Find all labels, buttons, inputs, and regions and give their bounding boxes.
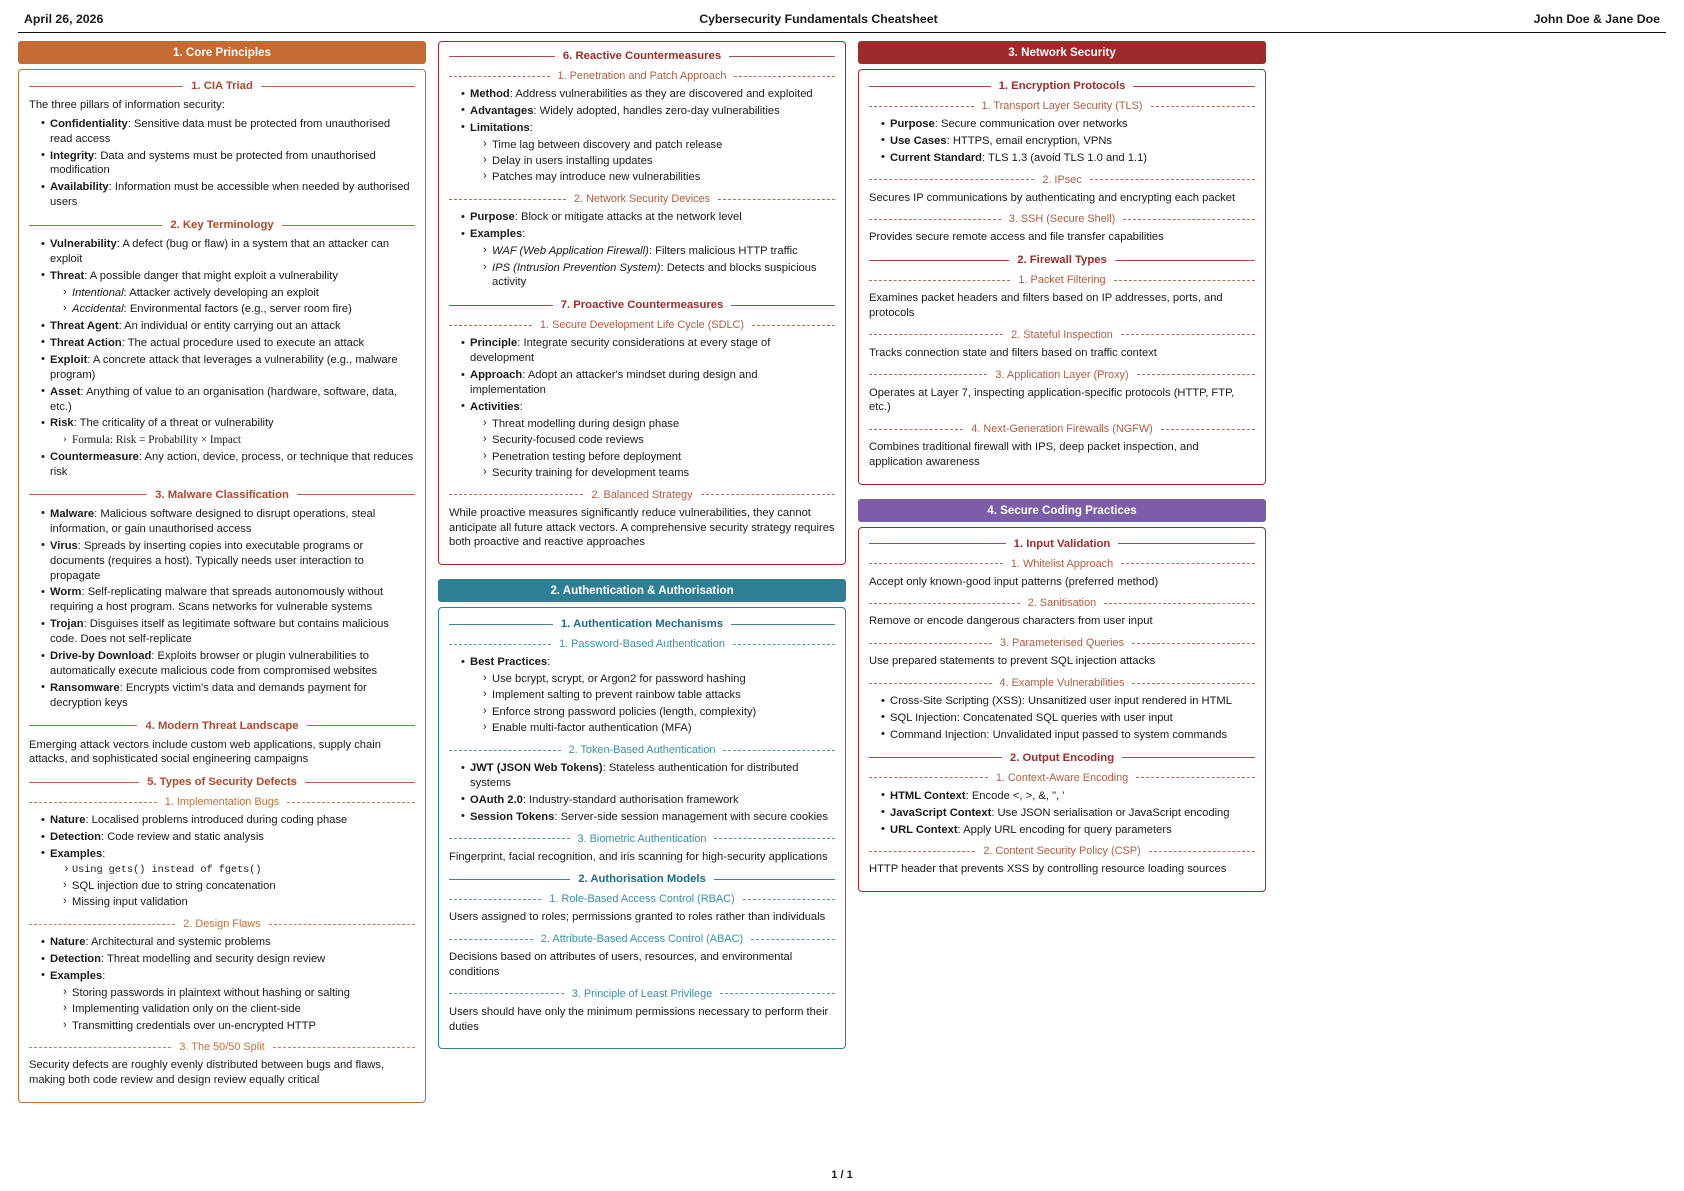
page-footer: 1 / 1: [831, 1169, 853, 1181]
list-item: • Examples: › Storing passwords in plaintext without hashing or salting › Implementing validation only on the client-side › Transmitting credentials over un-encrypted HTTP: [41, 969, 415, 1034]
section-title-network-security: 3. Network Security: [858, 41, 1266, 64]
implementation-bugs-list: [29, 813, 415, 910]
list-item: • Threat Action: The actual procedure used to execute an attack: [41, 336, 415, 351]
heading-implementation-bugs: 1. Implementation Bugs: [29, 796, 415, 808]
heading-ngfw: 4. Next-Generation Firewalls (NGFW): [869, 423, 1255, 435]
context-encoding-list: [869, 789, 1255, 838]
heading-balanced-strategy: 2. Balanced Strategy: [449, 489, 835, 501]
list-item: • Integrity: Data and systems must be protected from unauthorised modification: [41, 149, 415, 179]
password-practices: [470, 672, 835, 736]
list-item: › Missing input validation: [63, 895, 415, 910]
heading-ssh: 3. SSH (Secure Shell): [869, 213, 1255, 225]
heading-authorisation-models: 2. Authorisation Models: [449, 873, 835, 885]
cia-intro: The three pillars of information security:: [29, 99, 225, 111]
section-reactive-countermeasures: [438, 41, 846, 565]
heading-encryption-protocols: 1. Encryption Protocols: [869, 80, 1255, 92]
heading-fifty-fifty-split: 3. The 50/50 Split: [29, 1041, 415, 1053]
list-item: › Time lag between discovery and patch release: [483, 138, 835, 153]
list-item: • Nature: Localised problems introduced during coding phase: [41, 813, 415, 828]
implementation-examples: [50, 864, 415, 910]
fifty-fifty-text: Security defects are roughly evenly distributed between bugs and flaws, making both code review and design review equally critical: [29, 1059, 385, 1087]
list-item: • Session Tokens: Server-side session management with secure cookies: [461, 810, 835, 825]
cia-list: [29, 117, 415, 210]
example-vulnerabilities-list: [869, 694, 1255, 743]
patch-list: [449, 87, 835, 185]
list-item: • Limitations: › Time lag between discovery and patch release › Delay in users installing updates › Patches may introduce new vulnerabilities: [461, 121, 835, 186]
list-item: • Exploit: A concrete attack that leverages a vulnerability (e.g., malware program): [41, 353, 415, 383]
proxy-text: Operates at Layer 7, inspecting application-specific protocols (HTTP, FTP, etc.): [869, 386, 1235, 414]
abac-text: Decisions based on attributes of users, resources, and environmental conditions: [449, 951, 793, 979]
section-title-secure-coding: 4. Secure Coding Practices: [858, 499, 1266, 522]
heading-parameterised-queries: 3. Parameterised Queries: [869, 637, 1255, 649]
sdlc-list: [449, 336, 835, 481]
section-network-security: [858, 41, 1266, 485]
list-item: › Implement salting to prevent rainbow table attacks: [483, 688, 835, 703]
list-item: • URL Context: Apply URL encoding for query parameters: [881, 823, 1255, 838]
list-item: › Enforce strong password policies (length, complexity): [483, 705, 835, 720]
page-header: [18, 10, 1666, 33]
heading-security-defects: 5. Types of Security Defects: [29, 776, 415, 788]
stateful-text: Tracks connection state and filters based on traffic context: [869, 346, 1157, 359]
list-item: › Implementing validation only on the client-side: [63, 1002, 415, 1017]
csp-text: HTTP header that prevents XSS by controlling resource loading sources: [869, 863, 1227, 876]
heading-authentication-mechanisms: 1. Authentication Mechanisms: [449, 618, 835, 630]
heading-key-terminology: 2. Key Terminology: [29, 219, 415, 231]
section-secure-coding: [858, 499, 1266, 892]
list-item: › Transmitting credentials over un-encrypted HTTP: [63, 1019, 415, 1034]
biometric-text: Fingerprint, facial recognition, and iris scanning for high-security applications: [449, 850, 828, 863]
section-body-reactive: [438, 41, 846, 565]
list-item: • Use Cases: HTTPS, email encryption, VPNs: [881, 134, 1255, 149]
packet-filtering-text: Examines packet headers and filters based on IP addresses, ports, and protocols: [869, 292, 1223, 320]
design-examples: [50, 986, 415, 1034]
list-item: • Worm: Self-replicating malware that spreads autonomously without requiring a host program. Scans networks for vulnerable systems: [41, 585, 415, 615]
list-item: › Security-focused code reviews: [483, 433, 835, 448]
sanitisation-text: Remove or encode dangerous characters from user input: [869, 615, 1153, 628]
list-item: • Asset: Anything of value to an organisation (hardware, software, data, etc.): [41, 385, 415, 415]
list-item: › WAF (Web Application Firewall): Filters malicious HTTP traffic: [483, 244, 835, 259]
list-item: • Method: Address vulnerabilities as they are discovered and exploited: [461, 87, 835, 102]
list-item: • Examples: › Using gets() instead of fgets() › SQL injection due to string concatenation › Missing input validation: [41, 847, 415, 910]
list-item: • Cross-Site Scripting (XSS): Unsanitized user input rendered in HTML: [881, 694, 1255, 709]
heading-rbac: 1. Role-Based Access Control (RBAC): [449, 893, 835, 905]
list-item: • Best Practices: › Use bcrypt, scrypt, or Argon2 for password hashing › Implement salting to prevent rainbow table attacks › Enforce strong password policies (length, complexity) › Enable multi-factor authentication (MFA): [461, 655, 835, 736]
rbac-text: Users assigned to roles; permissions granted to roles rather than individuals: [449, 911, 826, 924]
patch-limitations: [470, 138, 835, 186]
heading-ipsec: 2. IPsec: [869, 174, 1255, 186]
list-item: • Countermeasure: Any action, device, process, or technique that reduces risk: [41, 450, 415, 480]
devices-examples: [470, 244, 835, 290]
column-right: [858, 41, 1266, 904]
sdlc-activities: [470, 417, 835, 481]
terminology-list: [29, 237, 415, 480]
ngfw-text: Combines traditional firewall with IPS, deep packet inspection, and application awareness: [869, 441, 1199, 468]
section-body-network-security: [858, 69, 1266, 485]
list-item: • OAuth 2.0: Industry-standard authorisation framework: [461, 793, 835, 808]
malware-list: [29, 507, 415, 711]
list-item: › Security training for development teams: [483, 466, 835, 481]
list-item: • Virus: Spreads by inserting copies into executable programs or documents (requires a host). Typically needs user interaction to propagate: [41, 539, 415, 584]
heading-design-flaws: 2. Design Flaws: [29, 918, 415, 930]
list-item: • Detection: Threat modelling and security design review: [41, 952, 415, 967]
list-item: • JavaScript Context: Use JSON serialisation or JavaScript encoding: [881, 806, 1255, 821]
heading-application-layer-proxy: 3. Application Layer (Proxy): [869, 369, 1255, 381]
list-item: › Threat modelling during design phase: [483, 417, 835, 432]
section-authentication: [438, 579, 846, 1049]
section-title-authentication: 2. Authentication & Authorisation: [438, 579, 846, 602]
balanced-strategy-text: While proactive measures significantly reduce vulnerabilities, they cannot anticipate all future attack vectors. A comprehensive security strategy requires both proactive and reactive approaches: [449, 506, 835, 549]
list-item: • Threat: A possible danger that might exploit a vulnerability › Intentional: Attacker actively developing an exploit › Accidental: Environmental factors (e.g., server room fire): [41, 269, 415, 317]
list-item: › Formula: Risk = Probability × Impact: [63, 433, 415, 448]
heading-malware-classification: 3. Malware Classification: [29, 489, 415, 501]
list-item: › Using gets() instead of fgets(): [63, 864, 415, 878]
heading-tls: 1. Transport Layer Security (TLS): [869, 100, 1255, 112]
heading-biometric-authentication: 3. Biometric Authentication: [449, 833, 835, 845]
threat-sub-list: [50, 286, 415, 317]
heading-context-aware-encoding: 1. Context-Aware Encoding: [869, 772, 1255, 784]
list-item: › Use bcrypt, scrypt, or Argon2 for password hashing: [483, 672, 835, 687]
heading-token-authentication: 2. Token-Based Authentication: [449, 744, 835, 756]
page-title: Cybersecurity Fundamentals Cheatsheet: [699, 12, 938, 26]
tls-list: [869, 117, 1255, 166]
list-item: • Advantages: Widely adopted, handles zero-day vulnerabilities: [461, 104, 835, 119]
heading-reactive-countermeasures: 6. Reactive Countermeasures: [449, 50, 835, 62]
section-body-authentication: [438, 607, 846, 1049]
list-item: › SQL injection due to string concatenation: [63, 879, 415, 894]
whitelist-text: Accept only known-good input patterns (preferred method): [869, 575, 1159, 588]
list-item: • Availability: Information must be accessible when needed by authorised users: [41, 180, 415, 210]
devices-list: [449, 210, 835, 290]
list-item: • Malware: Malicious software designed to disrupt operations, steal information, or gain unauthorised access: [41, 507, 415, 537]
list-item: • Activities: › Threat modelling during design phase › Security-focused code reviews › Penetration testing before deployment › Security training for development teams: [461, 400, 835, 481]
heading-example-vulnerabilities: 4. Example Vulnerabilities: [869, 677, 1255, 689]
heading-packet-filtering: 1. Packet Filtering: [869, 274, 1255, 286]
list-item: • Drive-by Download: Exploits browser or plugin vulnerabilities to automatically execute malicious code from compromised websites: [41, 649, 415, 679]
list-item: • Trojan: Disguises itself as legitimate software but contains malicious code. Does not self-replicate: [41, 617, 415, 647]
section-body-core-principles: [18, 69, 426, 1103]
heading-input-validation: 1. Input Validation: [869, 538, 1255, 550]
heading-content-security-policy: 2. Content Security Policy (CSP): [869, 845, 1255, 857]
columns-layout: [18, 41, 1666, 1115]
list-item: • Principle: Integrate security considerations at every stage of development: [461, 336, 835, 366]
heading-sdlc: 1. Secure Development Life Cycle (SDLC): [449, 319, 835, 331]
heading-penetration-and-patch: 1. Penetration and Patch Approach: [449, 70, 835, 82]
heading-abac: 2. Attribute-Based Access Control (ABAC): [449, 933, 835, 945]
header-authors: John Doe & Jane Doe: [1533, 12, 1660, 26]
list-item: › Patches may introduce new vulnerabilities: [483, 170, 835, 185]
list-item: • Risk: The criticality of a threat or vulnerability › Formula: Risk = Probability × Impact: [41, 416, 415, 448]
heading-proactive-countermeasures: 7. Proactive Countermeasures: [449, 299, 835, 311]
list-item: › Enable multi-factor authentication (MFA): [483, 721, 835, 736]
least-privilege-text: Users should have only the minimum permissions necessary to perform their duties: [449, 1005, 829, 1033]
list-item: • HTML Context: Encode <, >, &, ", ': [881, 789, 1255, 804]
risk-sub-list: [50, 433, 415, 448]
header-date: April 26, 2026: [24, 12, 104, 26]
list-item: • Purpose: Secure communication over networks: [881, 117, 1255, 132]
section-body-secure-coding: [858, 527, 1266, 892]
list-item: • Detection: Code review and static analysis: [41, 830, 415, 845]
list-item: • Current Standard: TLS 1.3 (avoid TLS 1.0 and 1.1): [881, 151, 1255, 166]
column-middle: [438, 41, 846, 1061]
list-item: • Approach: Adopt an attacker's mindset during design and implementation: [461, 368, 835, 398]
heading-output-encoding: 2. Output Encoding: [869, 752, 1255, 764]
list-item: • Command Injection: Unvalidated input passed to system commands: [881, 728, 1255, 743]
section-core-principles: [18, 41, 426, 1103]
heading-firewall-types: 2. Firewall Types: [869, 254, 1255, 266]
list-item: • Threat Agent: An individual or entity carrying out an attack: [41, 319, 415, 334]
design-flaws-list: [29, 935, 415, 1033]
password-practices-list: [449, 655, 835, 736]
heading-least-privilege: 3. Principle of Least Privilege: [449, 988, 835, 1000]
list-item: • SQL Injection: Concatenated SQL queries with user input: [881, 711, 1255, 726]
list-item: › Delay in users installing updates: [483, 154, 835, 169]
list-item: › IPS (Intrusion Prevention System): Detects and blocks suspicious activity: [483, 261, 835, 291]
token-list: [449, 761, 835, 825]
list-item: • JWT (JSON Web Tokens): Stateless authentication for distributed systems: [461, 761, 835, 791]
ipsec-text: Secures IP communications by authenticating and encrypting each packet: [869, 191, 1236, 204]
heading-whitelist-approach: 1. Whitelist Approach: [869, 558, 1255, 570]
heading-network-security-devices: 2. Network Security Devices: [449, 193, 835, 205]
heading-stateful-inspection: 2. Stateful Inspection: [869, 329, 1255, 341]
list-item: • Confidentiality: Sensitive data must be protected from unauthorised read access: [41, 117, 415, 147]
heading-modern-threat-landscape: 4. Modern Threat Landscape: [29, 720, 415, 732]
list-item: › Penetration testing before deployment: [483, 450, 835, 465]
parameterised-text: Use prepared statements to prevent SQL injection attacks: [869, 655, 1156, 668]
heading-sanitisation: 2. Sanitisation: [869, 597, 1255, 609]
threat-landscape-text: Emerging attack vectors include custom web applications, supply chain attacks, and sophisticated social engineering campaigns: [29, 738, 381, 766]
list-item: • Examples: › WAF (Web Application Firewall): Filters malicious HTTP traffic › IPS (Intrusion Prevention System): Detects and blocks suspicious activity: [461, 227, 835, 290]
list-item: › Accidental: Environmental factors (e.g., server room fire): [63, 302, 415, 317]
section-title-core-principles: 1. Core Principles: [18, 41, 426, 64]
heading-password-authentication: 1. Password-Based Authentication: [449, 638, 835, 650]
list-item: › Intentional: Attacker actively developing an exploit: [63, 286, 415, 301]
heading-cia-triad: 1. CIA Triad: [29, 80, 415, 92]
list-item: • Purpose: Block or mitigate attacks at the network level: [461, 210, 835, 225]
ssh-text: Provides secure remote access and file transfer capabilities: [869, 231, 1164, 244]
column-left: [18, 41, 426, 1115]
list-item: › Storing passwords in plaintext without hashing or salting: [63, 986, 415, 1001]
list-item: • Ransomware: Encrypts victim's data and demands payment for decryption keys: [41, 681, 415, 711]
list-item: • Vulnerability: A defect (bug or flaw) in a system that an attacker can exploit: [41, 237, 415, 267]
list-item: • Nature: Architectural and systemic problems: [41, 935, 415, 950]
